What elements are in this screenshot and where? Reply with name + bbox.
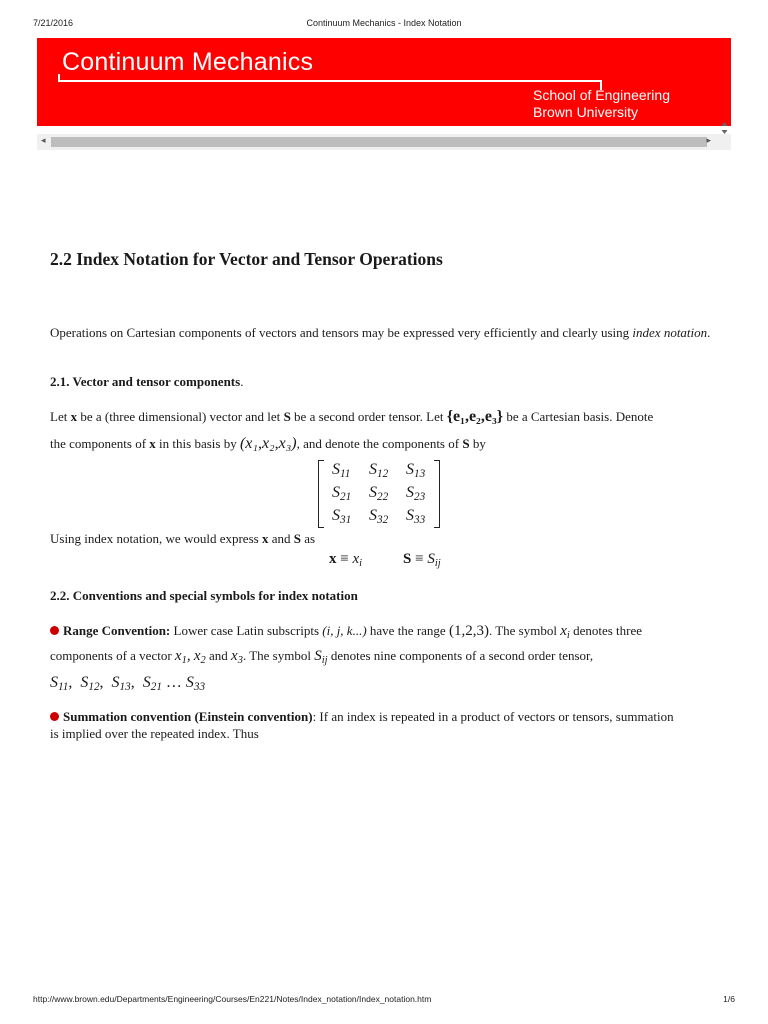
index-notation-line: Using index notation, we would express x and S as bbox=[50, 531, 316, 546]
scroll-left-icon[interactable]: ◂ bbox=[41, 136, 46, 146]
expression-x: $x \equiv x_i$ bbox=[329, 551, 363, 569]
summation-convention-line-1: Summation convention (Einstein convention): If an index is repeated in a product of vectors or tensors, summation bbox=[50, 709, 720, 725]
matrix-cell: $S_{33}$ bbox=[406, 507, 426, 526]
scrollbar-thumb[interactable] bbox=[51, 137, 707, 147]
range-convention-line-2: components of a vector $x_1$, $x_2$ and $x_3$. The symbol $S_{ij}$ denotes nine components of a second order tensor, bbox=[50, 648, 594, 666]
matrix-cell: $S_{21}$ bbox=[332, 484, 352, 503]
matrix-bracket-left bbox=[318, 460, 324, 528]
print-url: http://www.brown.edu/Departments/Engineering/Courses/En221/Notes/Index_notation/Index_notation.htm bbox=[33, 994, 432, 1004]
matrix-cell: $S_{11}$ bbox=[332, 461, 351, 480]
subsection-heading-components: 2.1. Vector and tensor components. bbox=[50, 374, 244, 389]
banner-rule bbox=[58, 80, 602, 82]
summation-convention-line-2: is implied over the repeated index. Thus bbox=[50, 726, 259, 741]
intro-italic: index notation bbox=[632, 325, 708, 340]
banner-title: Continuum Mechanics bbox=[62, 48, 314, 76]
matrix-cell: $S_{32}$ bbox=[369, 507, 389, 526]
site-banner bbox=[37, 38, 731, 126]
bullet-icon bbox=[50, 712, 59, 721]
page-number: 1/6 bbox=[723, 994, 735, 1004]
bullet-icon bbox=[50, 626, 59, 635]
basis-vectors: {e₁,e₂,e₃} bbox=[446, 408, 504, 425]
tensor-matrix bbox=[318, 458, 440, 530]
section-heading: 2.2 Index Notation for Vector and Tensor Operations bbox=[50, 249, 443, 269]
matrix-bracket-right bbox=[434, 460, 440, 528]
print-title: Continuum Mechanics - Index Notation bbox=[306, 18, 462, 28]
horizontal-scrollbar[interactable] bbox=[37, 134, 731, 150]
matrix-cell: $S_{31}$ bbox=[332, 507, 352, 526]
print-header bbox=[0, 18, 768, 32]
matrix-cell: $S_{12}$ bbox=[369, 461, 389, 480]
expression-S: $S \equiv S_{ij}$ bbox=[403, 551, 441, 569]
intro-paragraph: Operations on Cartesian components of vectors and tensors may be expressed very efficiently and clearly using index notation. bbox=[50, 325, 711, 340]
scroll-right-icon[interactable]: ▸ bbox=[706, 136, 711, 146]
components-line-2: the components of x in this basis by (x₁,x₂,x₃), and denote the components of S by bbox=[50, 435, 486, 452]
banner-school: School of Engineering bbox=[533, 87, 670, 103]
tensor-component-list: $S_{11}$, $S_{12}$, $S_{13}$, $S_{21}$ … $S_{33}$ bbox=[50, 674, 206, 693]
print-footer bbox=[0, 994, 768, 1008]
matrix-cell: $S_{23}$ bbox=[406, 484, 426, 503]
components-line-1: Let x be a (three dimensional) vector and let S be a second order tensor. Let {e₁,e₂,e₃} be a Cartesian basis. Denote bbox=[50, 408, 654, 425]
range-convention-line-1: Range Convention: Lower case Latin subscripts (i, j, k...) have the range (1,2,3). The symbol $x_i$ denotes three bbox=[50, 623, 720, 641]
print-date: 7/21/2016 bbox=[33, 18, 74, 28]
matrix-cell: $S_{22}$ bbox=[369, 484, 389, 503]
matrix-cell: $S_{13}$ bbox=[406, 461, 426, 480]
banner-subtitle bbox=[533, 87, 670, 121]
banner-university: Brown University bbox=[533, 104, 639, 120]
vector-components: (x₁,x₂,x₃) bbox=[239, 435, 297, 452]
subsection-heading-conventions: 2.2. Conventions and special symbols for index notation bbox=[50, 588, 358, 603]
